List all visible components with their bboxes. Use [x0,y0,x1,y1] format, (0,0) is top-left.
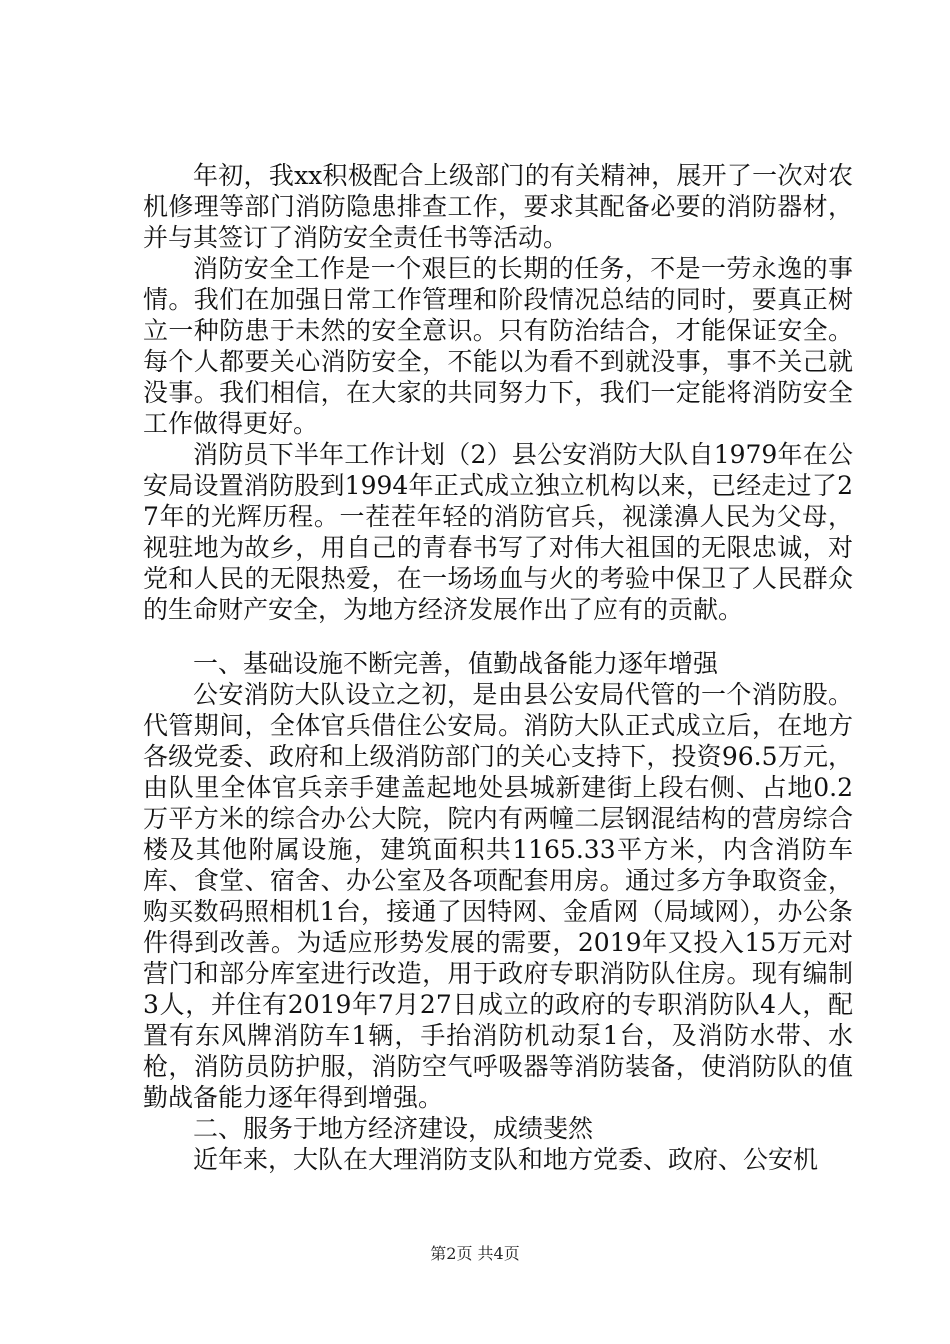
page-number-footer: 第2页 共4页 [430,1244,520,1263]
paragraph-recent-years: 近年来，大队在大理消防支队和地方党委、政府、公安机 [193,1145,819,1174]
document-body [143,160,853,1175]
section-heading-economic-service: 二、服务于地方经济建设，成绩斐然 [193,1114,594,1143]
paragraph-annual-inspection: 年初，我xx积极配合上级部门的有关精神，展开了一次对农机修理等部门消防隐患排查工作，要求其配备必要的消防器材，并与其签订了消防安全责任书等活动。 [143,161,853,252]
section-heading-infrastructure: 一、基础设施不断完善，值勤战备能力逐年增强 [193,649,719,678]
paragraph-fire-safety-task: 消防安全工作是一个艰巨的长期的任务，不是一劳永逸的事情。我们在加强日常工作管理和阶段情况总结的同时，要真正树立一种防患于未然的安全意识。只有防治结合，才能保证安全。每个人都要关心消防安全，不能以为看不到就没事，事不关己就没事。我们相信，在大家的共同努力下，我们一定能将消防安全工作做得更好。 [143,254,853,438]
paragraph-spacer [143,625,853,648]
paragraph-brigade-history: 消防员下半年工作计划（2）县公安消防大队自1979年在公安局设置消防股到1994年正式成立独立机构以来，已经走过了27年的光辉历程。一茬茬年轻的消防官兵，视漾濞人民为父母，视驻地为故乡，用自己的青春书写了对伟大祖国的无限忠诚，对党和人民的无限热爱，在一场场血与火的考验中保卫了人民群众的生命财产安全，为地方经济发展作出了应有的贡献。 [143,440,853,624]
paragraph-infrastructure-details: 公安消防大队设立之初，是由县公安局代管的一个消防股。代管期间，全体官兵借住公安局。消防大队正式成立后，在地方各级党委、政府和上级消防部门的关心支持下，投资96.5万元，由队里全体官兵亲手建盖起地处县城新建街上段右侧、占地0.2万平方米的综合办公大院，院内有两幢二层钢混结构的营房综合楼及其他附属设施，建筑面积共1165.33平方米，内含消防车库、食堂、宿舍、办公室及各项配套用房。通过多方争取资金，购买数码照相机1台，接通了因特网、金盾网（局域网），办公条件得到改善。为适应形势发展的需要，2019年又投入15万元对营门和部分库室进行改造，用于政府专职消防队住房。现有编制3人，并住有2019年7月27日成立的政府的专职消防队4人，配置有东风牌消防车1辆，手抬消防机动泵1台，及消防水带、水枪，消防员防护服，消防空气呼吸器等消防装备，使消防队的值勤战备能力逐年得到增强。 [143,680,853,1112]
